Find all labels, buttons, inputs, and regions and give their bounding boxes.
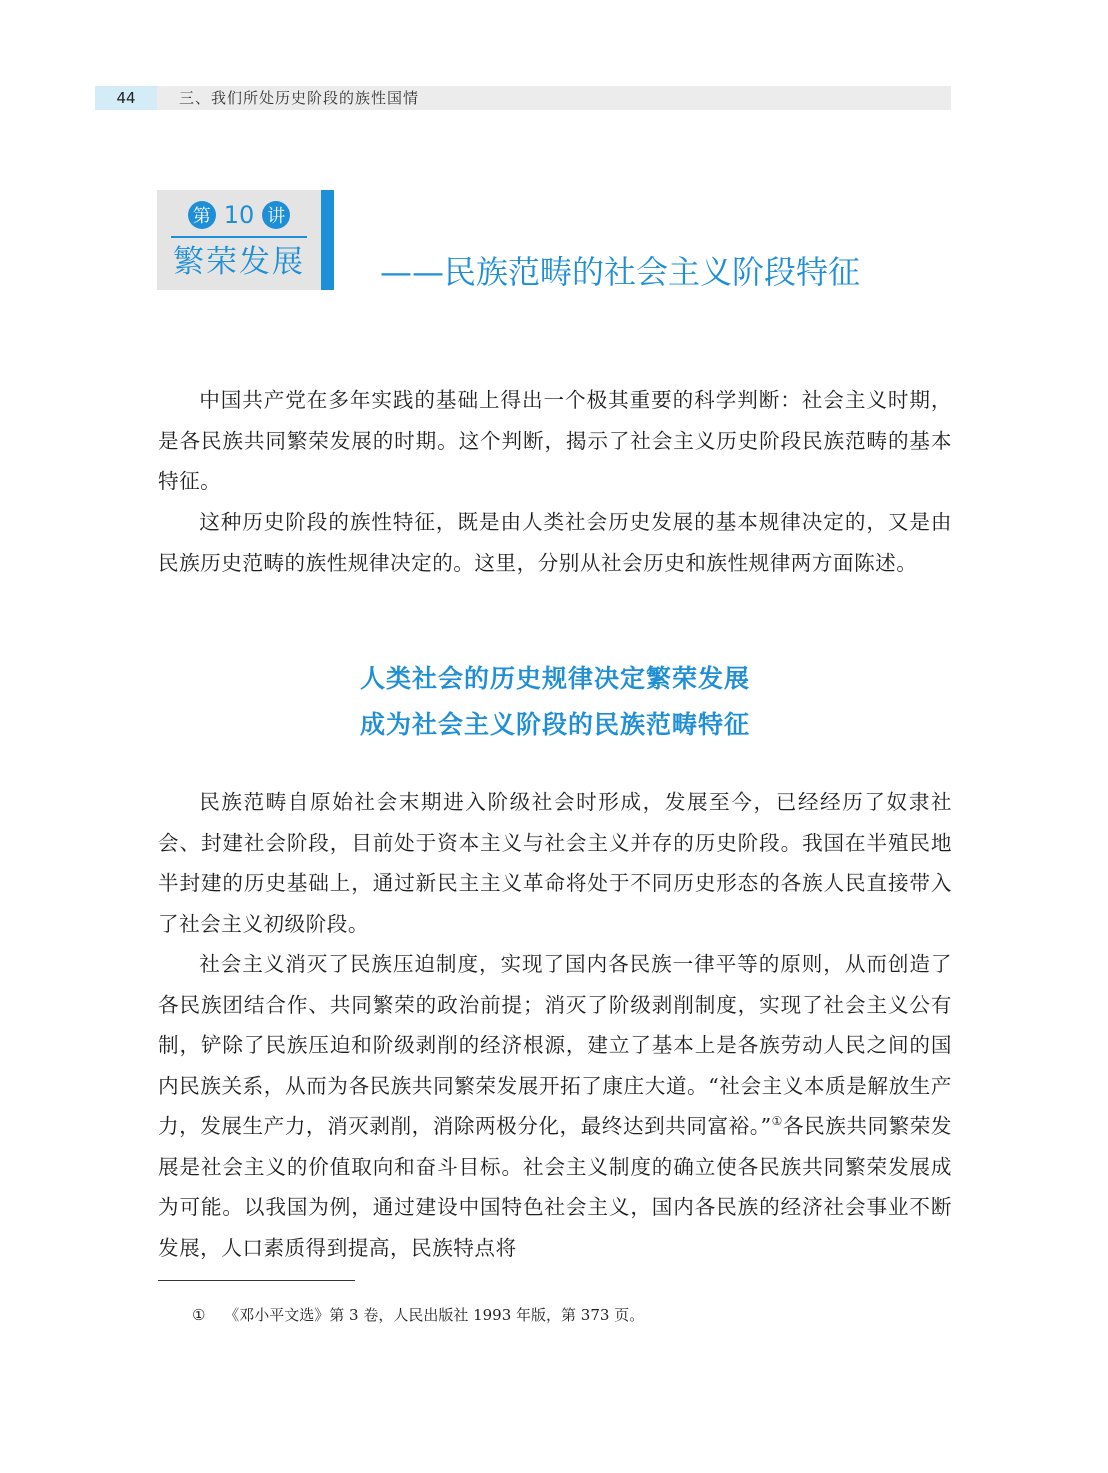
footnote-reference[interactable]: ① xyxy=(771,1114,783,1129)
body-paragraph-3: 民族范畴自原始社会末期进入阶级社会时形成，发展至今，已经经历了奴隶社会、封建社会阶段，目前处于资本主义与社会主义并存的历史阶段。我国在半殖民地半封建的历史基础上，通过新民主主义革命将处于不同历史形态的各族人民直接带入了社会主义初级阶段。 xyxy=(158,790,952,936)
running-head-title: 三、我们所处历史阶段的族性国情 xyxy=(179,89,420,107)
lecture-number-line xyxy=(157,200,321,230)
lecture-number: 10 xyxy=(223,201,255,229)
lecture-label-box xyxy=(157,190,321,290)
running-header xyxy=(95,86,951,110)
paragraph-4-text-b: 各民族共同繁荣发展是社会主义的价值取向和奋斗目标。社会主义制度的确立使各民族共同繁荣发展成为可能。以我国为例，通过建设中国特色社会主义，国内各民族的经济社会事业不断发展，人口素质得到提高，民族特点将 xyxy=(158,1114,953,1260)
lecture-subtitle: ——民族范畴的社会主义阶段特征 xyxy=(380,253,861,291)
lecture-suffix-badge: 讲 xyxy=(262,201,290,229)
footnote xyxy=(192,1304,644,1326)
lecture-title: 繁荣发展 xyxy=(173,244,305,280)
footnote-text: 《邓小平文选》第 3 卷，人民出版社 1993 年版，第 373 页。 xyxy=(224,1306,645,1324)
body-paragraph-1: 中国共产党在多年实践的基础上得出一个极其重要的科学判断：社会主义时期，是各民族共同繁荣发展的时期。这个判断，揭示了社会主义历史阶段民族范畴的基本特征。 xyxy=(158,388,952,493)
lecture-divider xyxy=(171,236,307,238)
lecture-prefix-badge: 第 xyxy=(188,201,216,229)
lecture-accent-bar xyxy=(321,190,334,290)
section-heading-line-2: 成为社会主义阶段的民族范畴特征 xyxy=(359,710,750,739)
section-heading xyxy=(158,656,952,748)
footnote-mark: ① xyxy=(192,1306,206,1324)
footnote-separator xyxy=(158,1280,355,1281)
paragraph-4-text-a: 社会主义消灭了民族压迫制度，实现了国内各民族一律平等的原则，从而创造了各民族团结合作、共同繁荣的政治前提；消灭了阶级剥削制度，实现了社会主义公有制，铲除了民族压迫和阶级剥削的经济根源，建立了基本上是各族劳动人民之间的国内民族关系，从而为各民族共同繁荣发展开拓了康庄大道。“社会主义本质是解放生产力，发展生产力，消灭剥削，消除两极分化，最终达到共同富裕。” xyxy=(158,952,952,1138)
body-paragraph-2: 这种历史阶段的族性特征，既是由人类社会历史发展的基本规律决定的，又是由民族历史范畴的族性规律决定的。这里，分别从社会历史和族性规律两方面陈述。 xyxy=(158,510,952,575)
section-heading-line-1: 人类社会的历史规律决定繁荣发展 xyxy=(359,664,750,693)
page-number: 44 xyxy=(95,86,157,110)
body-paragraph-4 xyxy=(158,944,952,1268)
